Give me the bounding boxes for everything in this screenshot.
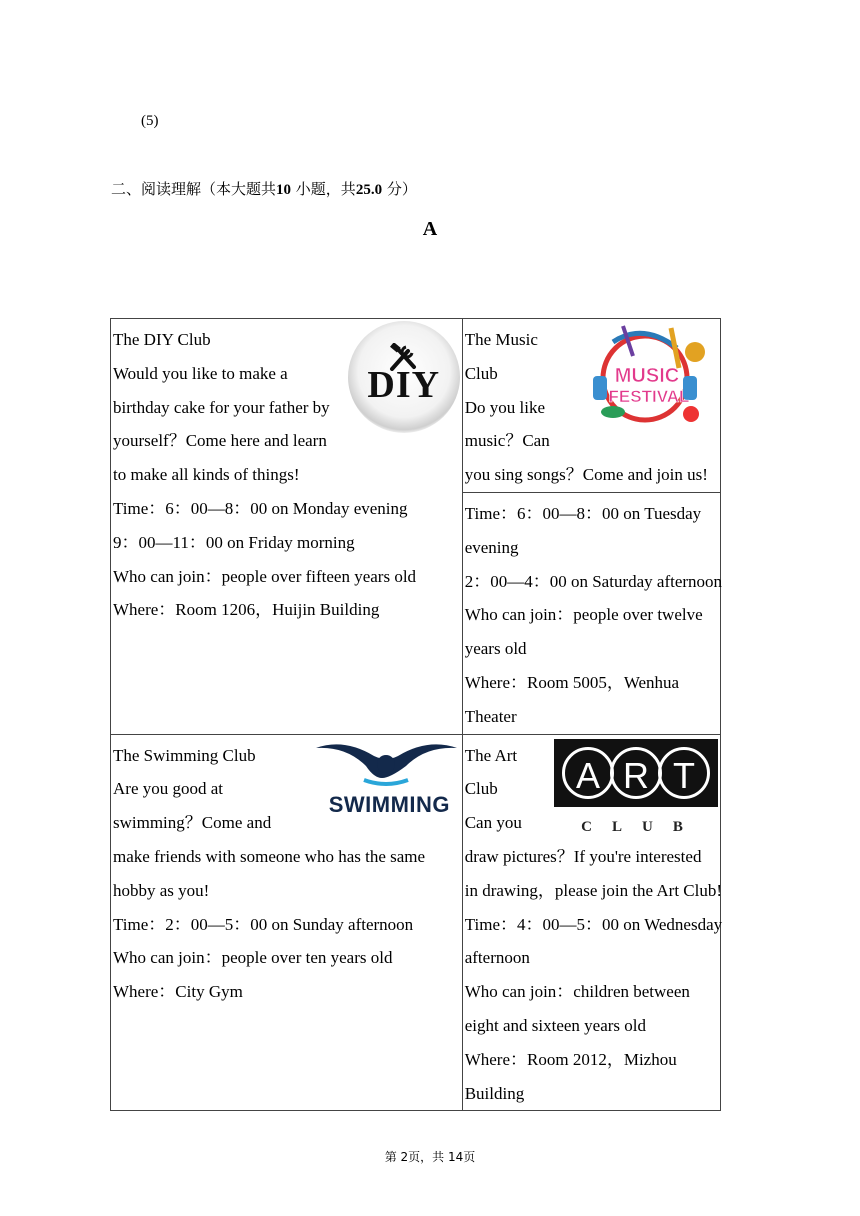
diy-logo: [348, 321, 460, 433]
section-suffix: 分）: [386, 180, 417, 198]
music-club-bottom-cell: [462, 492, 723, 734]
music-line: evening: [464, 537, 519, 557]
section-score: 25.0: [355, 182, 383, 198]
music-line: Time：6：00—8：00 on Tuesday: [464, 503, 702, 523]
art-line: Building: [464, 1083, 525, 1103]
music-line: The Music: [464, 330, 538, 349]
diy-line: Who can join：people over fifteen years old: [113, 566, 417, 586]
music-line: 2：00—4：00 on Saturday afternoon: [464, 571, 723, 591]
passage-label: A: [422, 218, 438, 240]
music-line: music？Can: [464, 431, 550, 451]
diy-line: Would you like to make a: [113, 363, 288, 383]
swimming-line: hobby as you!: [113, 880, 210, 900]
music-line: Theater: [464, 706, 517, 726]
diy-club-cell: [111, 319, 463, 735]
swimmer-icon: [314, 738, 459, 788]
art-line: Club: [464, 779, 498, 799]
music-line: Who can join：people over twelve: [464, 605, 703, 625]
music-line: Club: [464, 363, 498, 383]
music-festival-logo: [583, 322, 717, 432]
art-club-cell: [462, 734, 723, 1111]
clubs-table: [110, 318, 721, 1111]
art-line: Can you: [464, 813, 522, 833]
swimming-club-cell: [111, 734, 463, 1111]
swimming-line: Time：2：00—5：00 on Sunday afternoon: [113, 914, 414, 934]
section-count: 10: [276, 182, 292, 198]
art-line: draw pictures？If you're interested: [464, 846, 702, 866]
diy-line: to make all kinds of things!: [113, 465, 300, 485]
swimming-line: Who can join：people over ten years old: [113, 948, 393, 968]
diy-line: The DIY Club: [113, 330, 211, 349]
music-logo-text-1: MUSIC: [614, 365, 680, 387]
swimming-logo-text: SWIMMING: [328, 791, 451, 817]
art-club-logo: [554, 739, 718, 835]
diy-line: Time：6：00—8：00 on Monday evening: [113, 498, 408, 518]
page-footer: 第 2页，共 14页: [384, 1150, 476, 1164]
art-line: Where：Room 2012，Mizhou: [464, 1049, 677, 1069]
art-line: Who can join：children between: [464, 982, 690, 1002]
art-logo-letter: A: [562, 747, 614, 799]
music-line: Do you like: [464, 397, 545, 417]
art-line: afternoon: [464, 948, 530, 968]
swimming-logo: [314, 738, 459, 820]
diy-line: yourself？Come here and learn: [113, 431, 327, 451]
swimming-line: The Swimming Club: [113, 745, 256, 765]
art-logo-club-text: CLUB: [581, 818, 703, 835]
section-middle: 小题，共: [295, 180, 356, 198]
swimming-line: Where：City Gym: [113, 982, 243, 1002]
swimming-line: Are you good at: [113, 779, 224, 799]
art-line: Time：4：00—5：00 on Wednesday: [464, 914, 723, 934]
music-club-top-cell: [462, 319, 720, 493]
art-logo-letter: T: [658, 747, 710, 799]
art-line: The Art: [464, 745, 518, 765]
section-title: [111, 178, 417, 199]
art-line: eight and sixteen years old: [464, 1015, 646, 1035]
music-line: you sing songs？Come and join us!: [464, 465, 708, 485]
swimming-line: swimming？Come and: [113, 813, 272, 833]
question-number: (5): [141, 113, 159, 129]
diy-line: 9：00—11：00 on Friday morning: [113, 532, 355, 552]
diy-line: birthday cake for your father by: [113, 397, 330, 417]
music-line: years old: [464, 639, 527, 659]
music-logo-text-2: FESTIVAL: [608, 387, 690, 406]
diy-logo-text: DIY: [367, 364, 441, 406]
diy-line: Where：Room 1206，Huijin Building: [113, 600, 380, 620]
swimming-line: make friends with someone who has the same: [113, 846, 426, 866]
art-line: in drawing，please join the Art Club!: [464, 880, 723, 900]
section-prefix: 二、阅读理解（本大题共: [111, 180, 277, 198]
music-line: Where：Room 5005，Wenhua: [464, 672, 680, 692]
art-logo-letter: R: [610, 747, 662, 799]
